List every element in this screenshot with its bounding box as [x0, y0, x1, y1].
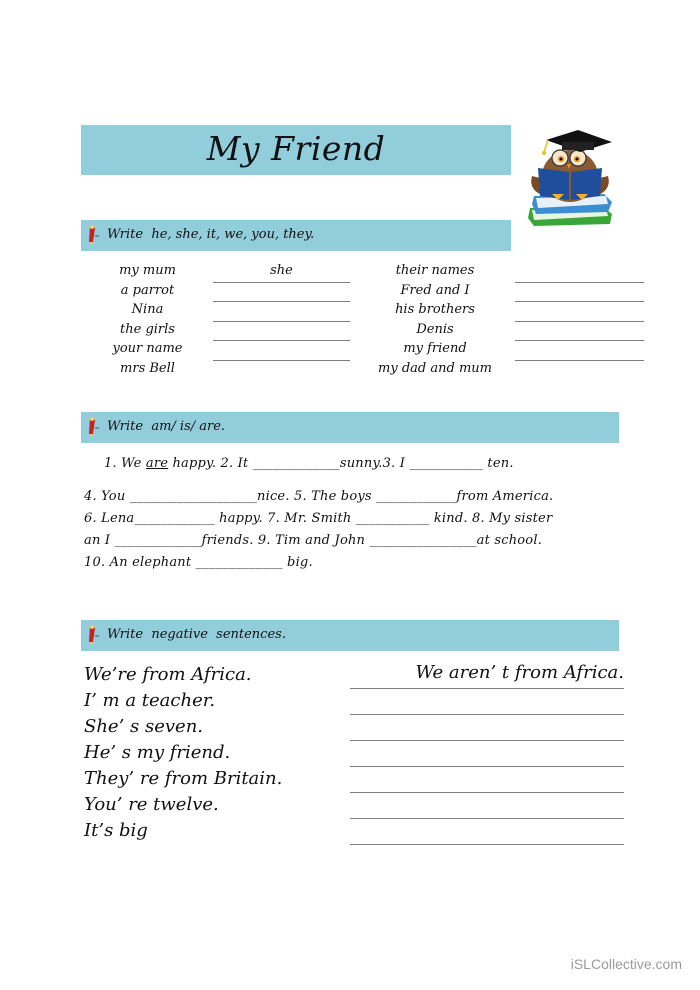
exercise-line-5: 10. An elephant _____________ big. [84, 555, 313, 570]
answer-line[interactable] [350, 766, 624, 767]
exercise-line-2: 4. You ___________________nice. 5. The boys ____________from America. [84, 489, 554, 504]
page-title: My Friend [206, 129, 386, 168]
sentence-item: It’s big [84, 820, 148, 841]
answer-field[interactable]: she [270, 263, 293, 278]
word-item: my friend [403, 341, 467, 356]
answer-line[interactable] [515, 321, 644, 322]
example-answer: We aren’ t from Africa. [415, 662, 624, 683]
answer-line[interactable] [515, 282, 644, 283]
section-header-negatives [81, 620, 619, 651]
exercise-text: 1. We [104, 456, 146, 471]
pencil-icon [84, 224, 100, 246]
word-item: their names [395, 263, 475, 278]
pencil-icon [84, 624, 100, 646]
sentence-item: We’re from Africa. [84, 664, 252, 685]
answer-line[interactable] [213, 321, 350, 322]
title-banner [81, 125, 511, 175]
answer-line[interactable] [350, 688, 624, 689]
exercise-text: happy. 2. It _____________sunny.3. I ___________ ten. [168, 456, 514, 471]
answer-line[interactable] [350, 818, 624, 819]
answer-line[interactable] [213, 301, 350, 302]
word-item: my dad and mum [378, 361, 492, 376]
answer-line[interactable] [213, 340, 350, 341]
answer-line[interactable] [350, 792, 624, 793]
example-answer: are [145, 456, 169, 471]
answer-line[interactable] [350, 844, 624, 845]
answer-line[interactable] [213, 282, 350, 283]
word-item: his brothers [395, 302, 475, 317]
word-item: my mum [119, 263, 176, 278]
section-header-pronouns [81, 220, 511, 251]
word-item: Denis [416, 322, 454, 337]
section-instruction: Write he, she, it, we, you, they. [107, 227, 315, 242]
answer-line[interactable] [213, 360, 350, 361]
exercise-line-3: 6. Lena____________ happy. 7. Mr. Smith ___________ kind. 8. My sister [84, 511, 553, 526]
sentence-item: You’ re twelve. [84, 794, 219, 815]
section-instruction: Write negative sentences. [107, 627, 286, 642]
sentence-item: He’ s my friend. [84, 742, 231, 763]
exercise-line-1 [104, 456, 514, 471]
answer-line[interactable] [350, 740, 624, 741]
word-item: Nina [131, 302, 164, 317]
owl-reading-icon [522, 124, 618, 228]
word-item: Fred and I [400, 283, 470, 298]
sentence-item: I’ m a teacher. [84, 690, 216, 711]
pencil-icon [84, 416, 100, 438]
section-instruction: Write am/ is/ are. [107, 419, 226, 434]
answer-line[interactable] [515, 301, 644, 302]
answer-line[interactable] [515, 360, 644, 361]
word-item: your name [112, 341, 183, 356]
watermark: iSLCollective.com [570, 956, 682, 972]
exercise-line-4: an I _____________friends. 9. Tim and John ________________at school. [84, 533, 543, 548]
sentence-item: She’ s seven. [84, 716, 204, 737]
sentence-item: They’ re from Britain. [84, 768, 283, 789]
answer-line[interactable] [350, 714, 624, 715]
word-item: the girls [120, 322, 175, 337]
answer-line[interactable] [515, 340, 644, 341]
word-item: a parrot [120, 283, 175, 298]
word-item: mrs Bell [120, 361, 175, 376]
section-header-be-verb [81, 412, 619, 443]
